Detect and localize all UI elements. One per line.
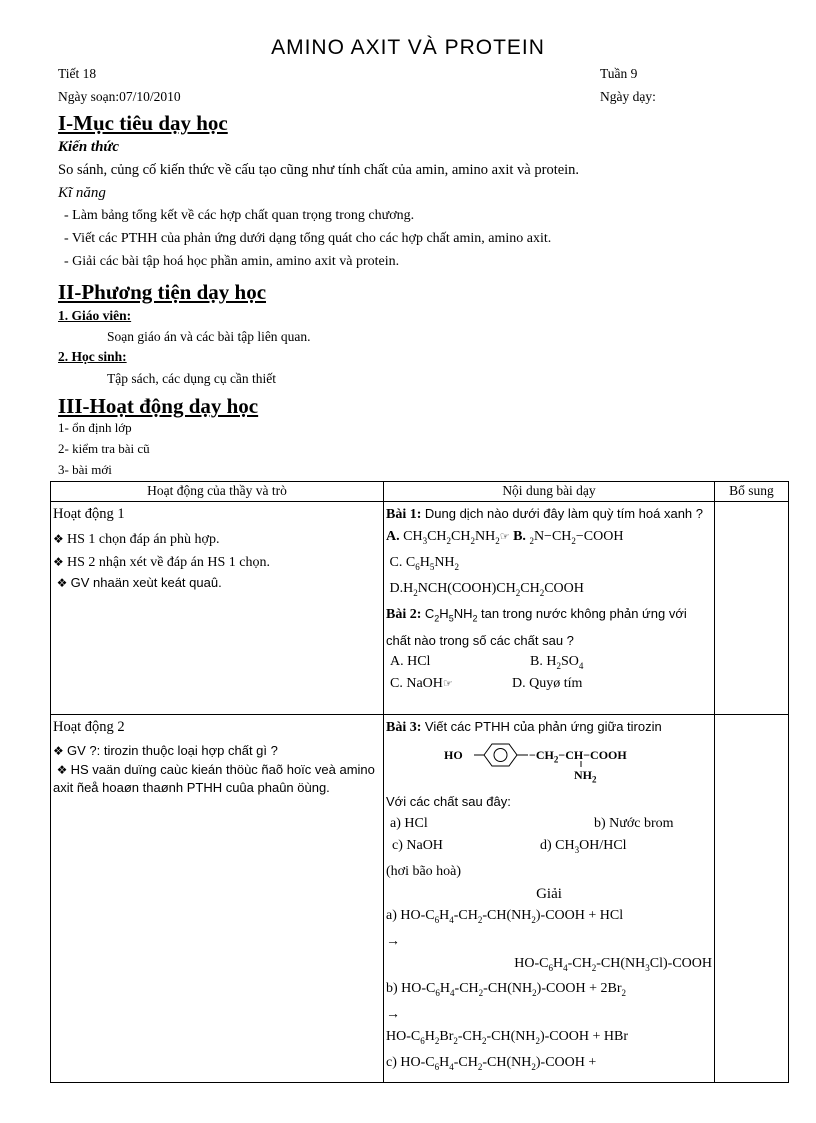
option-a-label: A. <box>386 529 400 544</box>
student-text: Tập sách, các dụng cụ cần thiết <box>107 371 277 386</box>
skill-item: - Làm bảng tổng kết về các hợp chất quan trọng trong chương. <box>64 208 415 223</box>
table-header-row <box>51 482 789 502</box>
diamond-bullet-icon: ❖ <box>53 555 64 569</box>
methylene-group: CH <box>535 748 554 762</box>
answer-option: A. HCl <box>390 653 431 669</box>
date-taught: Ngày dạy: <box>600 89 656 104</box>
option-d-label: D. <box>389 580 404 596</box>
student-label: 2. Học sinh: <box>58 349 127 364</box>
exercise-question: Viết các PTHH của phản ứng giữa tirozin <box>424 719 662 734</box>
knowledge-title: Kiến thức <box>58 139 120 155</box>
step-item: 3- bài mới <box>58 462 112 477</box>
week-number: Tuần 9 <box>600 66 638 81</box>
step-item: 1- ổn định lớp <box>58 420 132 435</box>
tyrosine-structure: HO $-CH_2-CH-COOH$ $NH_2$ <box>386 739 712 791</box>
lesson-table <box>50 481 789 1083</box>
exercise-label: Bài 3: <box>386 720 422 735</box>
carboxyl-group: COOH <box>590 748 627 762</box>
arrow: → <box>386 1007 400 1023</box>
reagent-note: (hơi bão hoà) <box>386 863 462 879</box>
table-row <box>51 502 789 715</box>
option-b-label: B. <box>513 529 526 544</box>
reagents-intro: Với các chất sau đây: <box>386 794 511 809</box>
reagent-item: b) Nước brom <box>594 816 674 831</box>
hand-pointer-icon: ☞ <box>499 530 510 543</box>
skill-item: - Giải các bài tập hoá học phần amin, amino axit và protein. <box>64 254 400 269</box>
section-1-heading: I-Mục tiêu dạy học <box>58 111 228 135</box>
supplement-cell <box>715 715 789 1083</box>
exercise-question: tan trong nước không phản ứng với chất nào trong số các chất sau ? <box>386 606 687 648</box>
table-row <box>51 715 789 1083</box>
reagent-item: a) HCl <box>390 816 428 831</box>
reagent-item: d) <box>540 838 552 853</box>
diamond-bullet-icon: ❖ <box>56 763 68 777</box>
solution-title: Giải <box>536 885 562 902</box>
activity-title: Hoạt động 1 <box>53 506 125 522</box>
activity-title: Hoạt động 2 <box>53 719 125 735</box>
date-prepared: Ngày soạn:07/10/2010 <box>58 89 181 104</box>
supplement-cell <box>715 502 789 715</box>
activity-cell <box>51 502 384 715</box>
skill-item: - Viết các PTHH của phản ứng dưới dạng tổng quát cho các hợp chất amin, amino axit. <box>64 231 552 246</box>
section-2-heading: II-Phương tiện dạy học <box>58 280 267 304</box>
solution-label: c) <box>386 1054 397 1070</box>
answer-option: C. NaOH <box>390 675 443 691</box>
arrow: → <box>386 933 400 949</box>
hand-pointer-icon: ☞ <box>442 676 453 690</box>
content-cell: Bài 3: Viết các PTHH của phản ứng giữa tirozin HO $-CH_2-CH-COOH$ $NH_2$ Với các chất sau đây: a) HCl b) Nước brom c) NaOH d) $CH_3OH$/HCl (hơi bão hoà) Giải a) $HO-C_6H_4-CH_2-CH(NH_2)$-COOH + HCl → $HO-C_6H_4-CH_2-CH(NH_3Cl)$-COOH b) $HO-C_6H_4-CH_2-CH(NH_2)$-COOH + $2Br_2$ → $HO-C_6H_2Br_2-CH_2-CH(NH_2)$-COOH + HBr c) $HO-C_6H_4-CH_2-CH(NH_2)$-COOH + <box>384 715 715 1083</box>
activity-item: HS 1 chọn đáp án phù hợp. <box>67 532 220 547</box>
hydroxyl-group: HO <box>444 748 463 762</box>
activity-item: HS 2 nhận xét về đáp án HS 1 chọn. <box>67 555 270 570</box>
diamond-bullet-icon: ❖ <box>53 532 64 546</box>
exercise-label: Bài 2: <box>386 607 422 623</box>
knowledge-text: So sánh, củng cố kiến thức về cấu tạo cũng như tính chất của amin, amino axit và protein. <box>58 162 580 178</box>
alpha-carbon: CH <box>565 748 584 762</box>
skills-title: Kĩ năng <box>58 185 106 201</box>
reagent-item: c) NaOH <box>392 838 443 853</box>
teacher-text: Soạn giáo án và các bài tập liên quan. <box>107 329 311 344</box>
column-header: Nội dung bài dạy <box>384 482 715 502</box>
document-title: AMINO AXIT VÀ PROTEIN <box>271 36 545 59</box>
column-header: Bổ sung <box>715 482 789 502</box>
solution-label: b) <box>386 981 398 997</box>
solution-label: a) <box>386 907 397 923</box>
activity-item: GV nhaän xeùt keát quaû. <box>70 575 222 590</box>
content-cell: Bài 1: Dung dịch nào dưới đây làm quỳ tím hoá xanh ? A. $CH_3CH_2CH_2NH_2☞$ B. $_2N-CH_2-COOH$ C. $C_6H_5NH_2$ $D.H_2NCH(COOH)CH_2CH_2COOH$ Bài 2: $C_2H_5NH_2$ tan trong nước không phản ứng với chất nào trong số các chất sau ? A. HCl B. $H_2SO_4$ C. NaOH☞ D. Quyø tím <box>384 502 715 715</box>
option-c-label: C. <box>389 554 403 570</box>
answer-option: D. Quyø tím <box>512 675 583 691</box>
diamond-bullet-icon: ❖ <box>56 576 68 590</box>
column-header: Hoạt động của thầy và trò <box>51 482 384 502</box>
section-3-heading: III-Hoạt động dạy học <box>58 394 259 418</box>
activity-item: GV ?: tirozin thuộc loại hợp chất gì ? <box>67 743 278 758</box>
amino-group: NH <box>574 768 592 782</box>
answer-option: B. <box>530 653 543 669</box>
lesson-number: Tiết 18 <box>58 66 97 81</box>
activity-cell <box>51 715 384 1083</box>
diamond-bullet-icon: ❖ <box>53 744 64 758</box>
activity-item: HS vaän duïng caùc kieán thöùc ñaõ hoïc veà amino axit ñeå hoaøn thaønh PTHH cuûa phaûn öùng. <box>53 762 375 795</box>
exercise-question: Dung dịch nào dưới đây làm quỳ tím hoá xanh ? <box>424 506 704 521</box>
step-item: 2- kiểm tra bài cũ <box>58 441 150 456</box>
exercise-label: Bài 1: <box>386 507 422 522</box>
teacher-label: 1. Giáo viên: <box>58 308 132 323</box>
